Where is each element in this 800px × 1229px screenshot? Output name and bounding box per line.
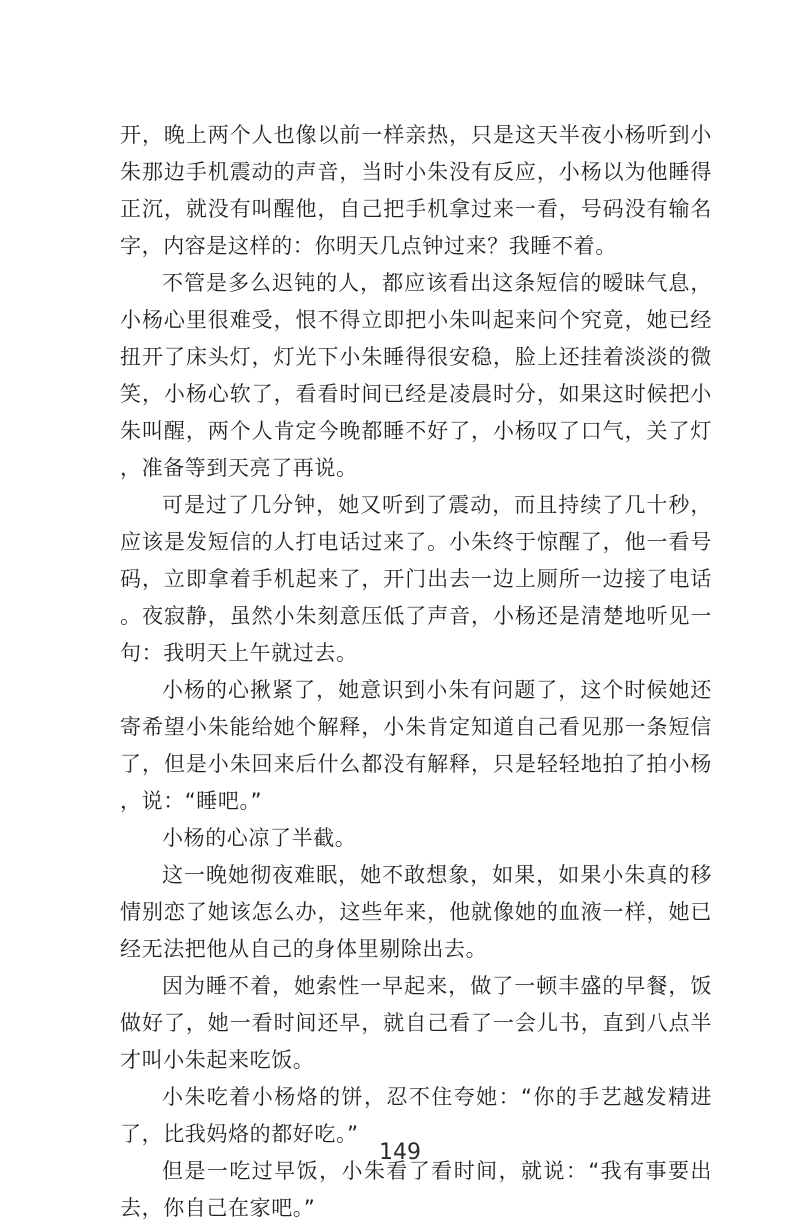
paragraph-6: 这一晚她彻夜难眠，她不敢想象，如果，如果小朱真的移情别恋了她该怎么办，这些年来，他就像她的血液一样，她已经无法把他从自己的身体里剔除出去。 — [120, 863, 712, 961]
paragraph-3: 可是过了几分钟，她又听到了震动，而且持续了几十秒，应该是发短信的人打电话过来了。小朱终于惊醒了，他一看号码，立即拿着手机起来了，开门出去一边上厕所一边接了电话。夜寂静，虽然小朱刻意压低了声音，小杨还是清楚地听见一句：我明天上午就过去。 — [120, 493, 712, 665]
paragraph-5: 小杨的心凉了半截。 — [162, 826, 357, 850]
page-number: 149 — [379, 1140, 421, 1165]
paragraph-4: 小杨的心揪紧了，她意识到小朱有问题了，这个时候她还寄希望小朱能给她个解释，小朱肯定知道自己看见那一条短信了，但是小朱回来后什么都没有解释，只是轻轻地拍了拍小杨，说：“睡吧。” — [120, 678, 712, 813]
paragraph-8: 小朱吃着小杨烙的饼，忍不住夸她：“你的手艺越发精进了，比我妈烙的都好吃。” — [120, 1085, 712, 1146]
body-text — [120, 117, 712, 1227]
paragraph-7: 因为睡不着，她索性一早起来，做了一顿丰盛的早餐，饭做好了，她一看时间还早，就自己看了一会儿书，直到八点半才叫小朱起来吃饭。 — [120, 974, 712, 1072]
paragraph-2: 不管是多么迟钝的人，都应该看出这条短信的暧昧气息，小杨心里很难受，恨不得立即把小朱叫起来问个究竟，她已经扭开了床头灯，灯光下小朱睡得很安稳，脸上还挂着淡淡的微笑，小杨心软了，看看时间已经是凌晨时分，如果这时候把小朱叫醒，两个人肯定今晚都睡不好了，小杨叹了口气，关了灯，准备等到天亮了再说。 — [120, 271, 712, 480]
paragraph-1: 开，晚上两个人也像以前一样亲热，只是这天半夜小杨听到小朱那边手机震动的声音，当时小朱没有反应，小杨以为他睡得正沉，就没有叫醒他，自己把手机拿过来一看，号码没有输名字，内容是这样的：你明天几点钟过来？我睡不着。 — [120, 123, 712, 258]
paragraph-9: 但是一吃过早饭，小朱看了看时间，就说：“我有事要出去，你自己在家吧。” — [120, 1159, 712, 1220]
